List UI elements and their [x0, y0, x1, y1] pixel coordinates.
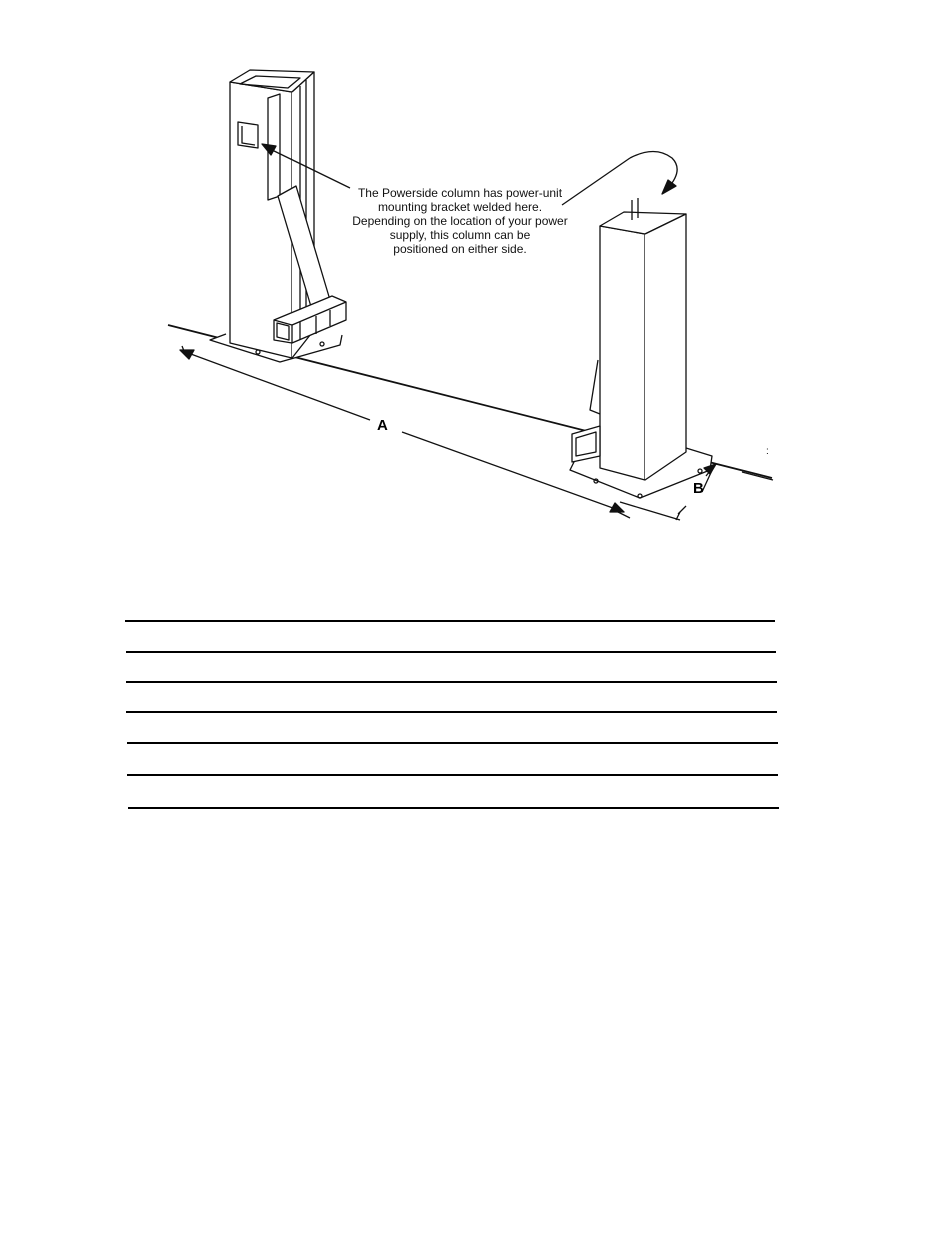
table-rule — [127, 742, 778, 744]
table-rule — [128, 807, 779, 809]
dimension-a — [180, 346, 630, 518]
table-rule — [126, 681, 777, 683]
table-rule — [125, 620, 775, 622]
callout-line: Depending on the location of your power — [352, 214, 568, 228]
svg-text::: : — [766, 446, 769, 457]
callout-line: supply, this column can be — [389, 228, 531, 242]
dimension-b-label: B — [693, 480, 704, 497]
dimension-a-label: A — [377, 417, 388, 434]
table-rule — [126, 651, 776, 653]
callout-line: positioned on either side. — [393, 242, 527, 256]
callout-line: The Powerside column has power-unit — [357, 186, 563, 200]
table-rule — [127, 774, 778, 776]
right-column — [570, 198, 712, 498]
powerside-column — [210, 70, 346, 362]
table-rule — [126, 711, 777, 713]
power-unit-callout — [330, 186, 590, 256]
callout-line: mounting bracket welded here. — [377, 200, 543, 214]
